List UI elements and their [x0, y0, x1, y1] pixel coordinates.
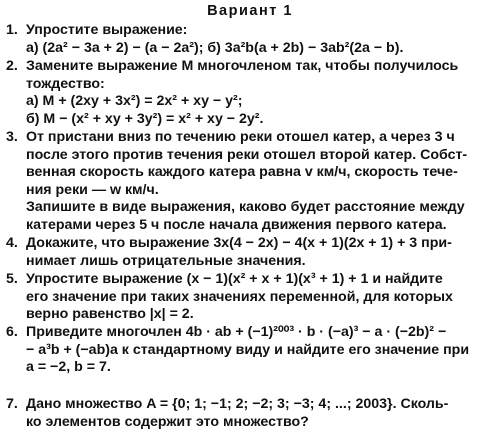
task-number: 1.	[6, 22, 18, 38]
task-line: Упростите выражение (x − 1)(x² + x + 1)(x³ + 1) + 1 и найдите	[26, 271, 443, 287]
task-7	[6, 396, 496, 431]
task-line: ко элементов содержит это множество?	[26, 413, 309, 430]
task-line: верно равенство |x| = 2.	[26, 306, 194, 323]
task-3	[6, 129, 496, 235]
task-number: 4.	[6, 235, 18, 251]
task-number: 3.	[6, 129, 18, 145]
task-line: венная скорость каждого катера равна v км/ч, скорость тече-	[26, 164, 458, 181]
task-line: Упростите выражение:	[26, 22, 188, 38]
task-4	[6, 235, 496, 270]
task-5	[6, 271, 496, 324]
task-number: 6.	[6, 324, 18, 340]
task-line: От пристани вниз по течению реки отошел катер, а через 3 ч	[26, 129, 455, 145]
task-number: 7.	[6, 396, 18, 412]
variant-title: Вариант 1	[207, 3, 293, 19]
task-line: тождество:	[26, 75, 105, 92]
task-line: ния реки — w км/ч.	[26, 181, 159, 198]
task-line: Замените выражение M многочленом так, чтобы получилось	[26, 58, 459, 74]
task-line: Докажите, что выражение 3x(4 − 2x) − 4(x + 1)(2x + 1) + 3 при-	[26, 235, 452, 251]
task-6	[6, 324, 496, 377]
task-number: 2.	[6, 58, 18, 74]
task-line: Запишите в виде выражения, каково будет расстояние между	[26, 199, 465, 216]
task-line: − a³b + (−ab)a к стандартному виду и найдите его значение при	[26, 341, 470, 358]
task-2	[6, 58, 496, 128]
task-line: Приведите многочлен 4b · ab + (−1)²⁰⁰³ · b · (−a)³ − a · (−2b)² −	[26, 324, 447, 340]
task-line: а) M + (2xy + 3x²) = 2x² + xy − y²;	[26, 93, 243, 110]
task-1	[6, 22, 496, 57]
task-line: б) M − (x² + xy + 3y²) = x² + xy − 2y².	[26, 110, 264, 127]
task-line: нимает лишь отрицательные значения.	[26, 252, 306, 269]
task-line: а) (2a² − 3a + 2) − (a − 2a²); б) 3a²b(a + 2b) − 3ab²(2a − b).	[26, 39, 404, 56]
task-line: a = −2, b = 7.	[26, 359, 111, 376]
task-line: Дано множество A = {0; 1; −1; 2; −2; 3; −3; 4; ...; 2003}. Сколь-	[26, 396, 449, 412]
task-line: его значение при таких значениях переменной, для которых	[26, 288, 453, 305]
task-line: катерами через 5 ч после начала движения первого катера.	[26, 216, 447, 233]
task-line: после этого против течения реки отошел второй катер. Собст-	[26, 146, 468, 163]
task-number: 5.	[6, 271, 18, 287]
